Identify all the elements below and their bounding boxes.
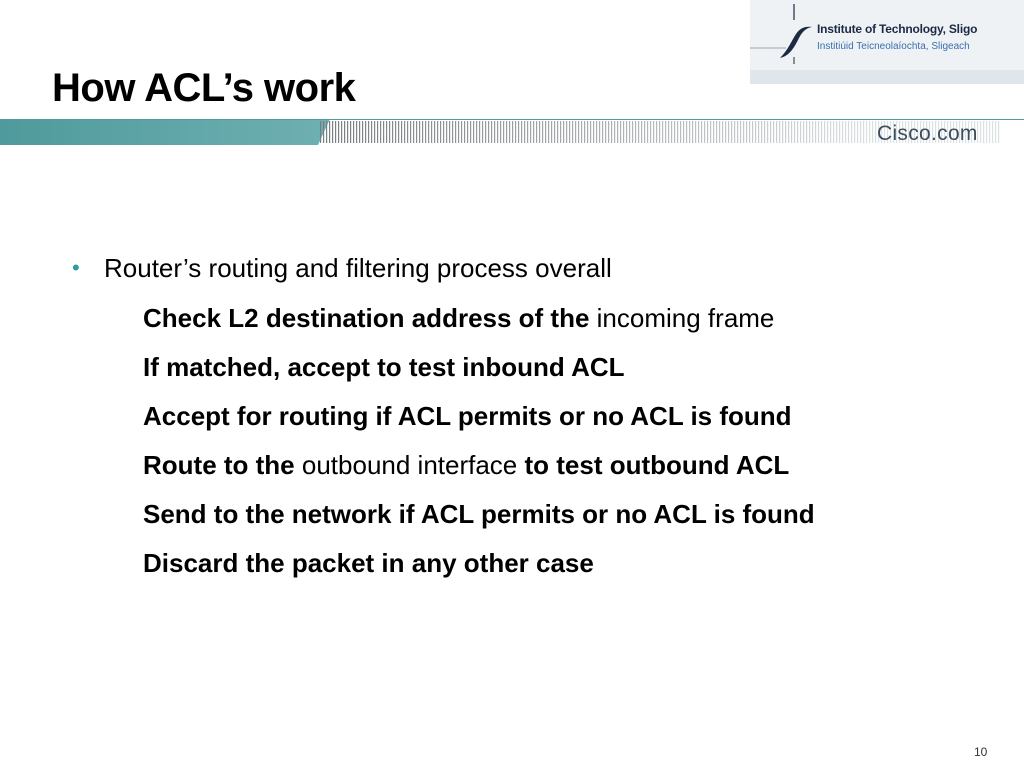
sub-line [143,352,625,383]
bold-text: Discard the packet in any other case [143,548,594,578]
slide-title: How ACL’s work [52,66,356,110]
regular-text: outbound interface [301,450,525,480]
page-number: 10 [974,745,988,759]
cisco-logo: Cisco.com [877,122,978,145]
institute-swoosh-icon [750,0,820,70]
bold-text: If matched, accept to test inbound ACL [143,352,625,382]
bold-text: to test outbound ACL [524,450,790,480]
sub-line [143,450,789,481]
institute-name: Institute of Technology, Sligo [817,22,978,36]
institute-name-irish: Institiúid Teicneolaíochta, Sligeach [817,41,970,52]
bold-text: Check L2 destination address of the [143,303,597,333]
bullet-dot-icon: • [72,255,80,280]
logo-bottom-strip [750,70,1024,84]
sub-line [143,499,815,530]
cisco-header-band [0,119,1024,145]
sub-line [143,401,792,432]
bullet-item [72,253,612,284]
regular-text: incoming frame [596,303,775,333]
bold-text: Send to the network if ACL permits or no ACL is found [143,499,815,529]
bold-text: Route to the [143,450,302,480]
bullet-text: Router’s routing and filtering process overall [104,253,612,283]
bold-text: Accept for routing if ACL permits or no ACL is found [143,401,792,431]
sub-line [143,548,594,579]
sub-line [143,303,774,334]
